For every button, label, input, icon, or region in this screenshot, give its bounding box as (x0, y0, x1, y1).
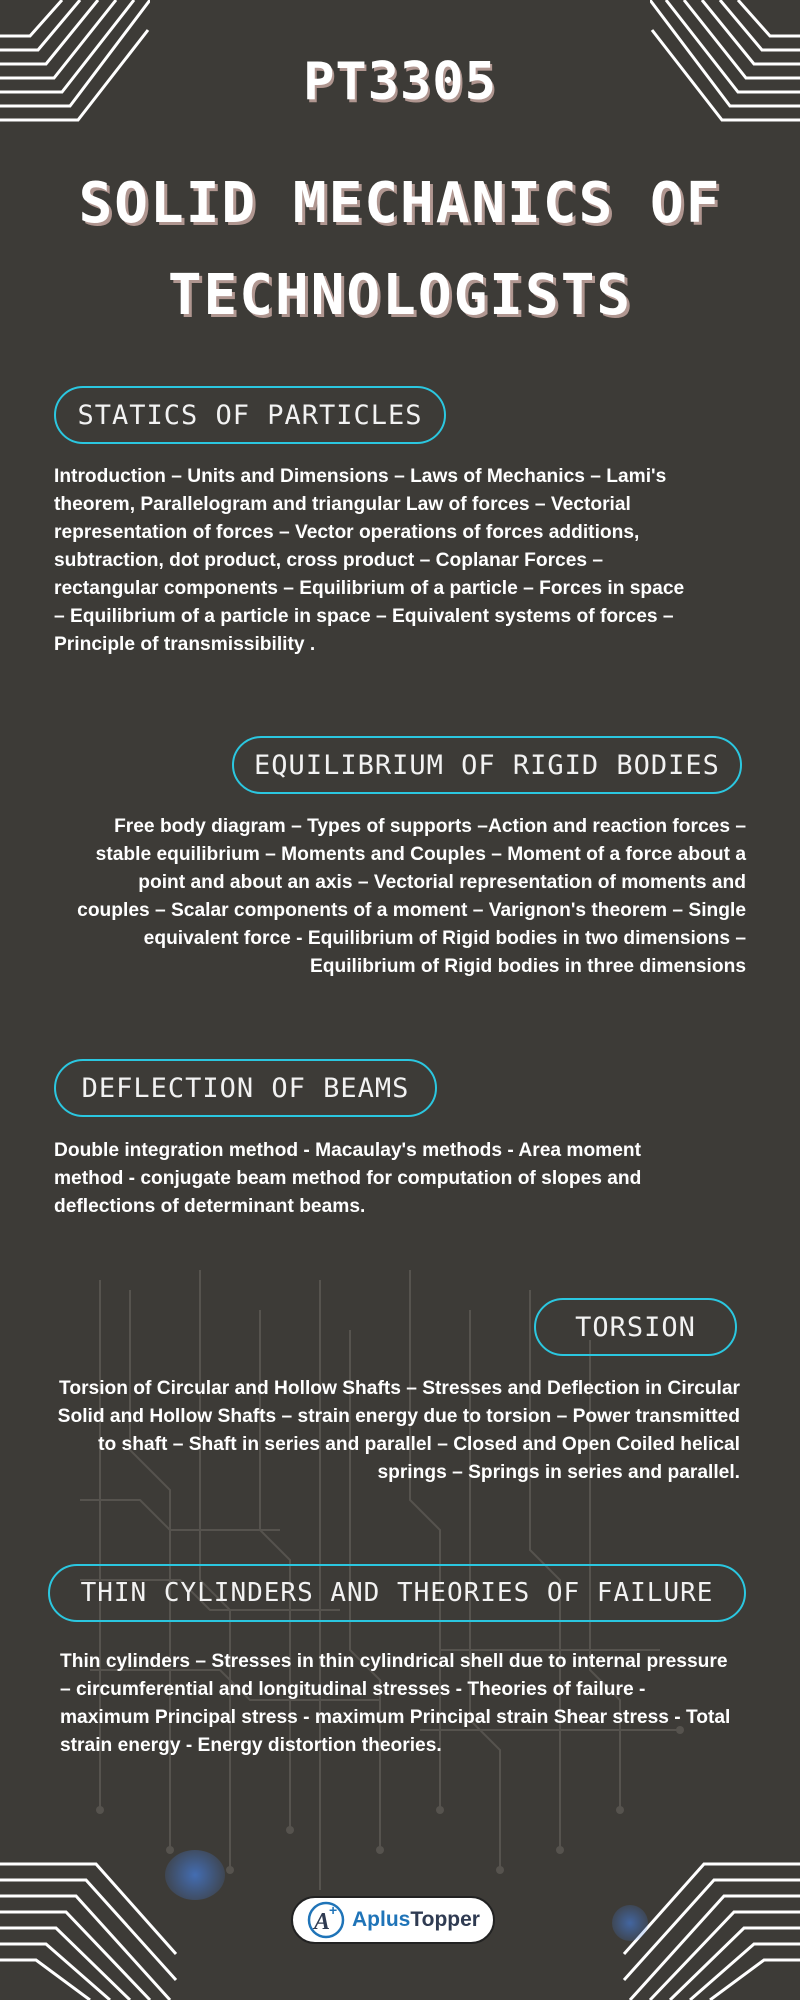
logo-mark-icon (306, 1900, 346, 1940)
section-heading-thin-cylinders: THIN CYLINDERS AND THEORIES OF FAILURE (48, 1564, 746, 1622)
glow-spot (165, 1850, 225, 1900)
page-title: SOLID MECHANICS OF TECHNOLOGISTS (78, 171, 722, 328)
logo-text (352, 1908, 480, 1932)
section-body-torsion: Torsion of Circular and Hollow Shafts – Stresses and Deflection in Circular Solid and Hollow Shafts – strain energy due to torsion – Power transmitted to shaft – Shaft in series and parallel – Closed and Open Coiled helical springs – Springs in series and parallel. (57, 1378, 740, 1483)
svg-text:+: + (329, 1902, 338, 1918)
svg-text:A: A (314, 1909, 331, 1935)
section-body-rigid-bodies: Free body diagram – Types of supports –Action and reaction forces – stable equilibrium – Moments and Couples – Moment of a force about a point and about an axis – Vectorial representation of moments and couples – Scalar components of a moment – Varignon's theorem – Single equivalent force - Equilibrium of Rigid bodies in two dimensions – Equilibrium of Rigid bodies in three dimensions (77, 816, 746, 977)
logo-brand-b: Topper (410, 1908, 480, 1931)
section-heading-statics: STATICS OF PARTICLES (54, 386, 446, 444)
aplustopper-logo[interactable] (291, 1896, 495, 1944)
section-heading-deflection: DEFLECTION OF BEAMS (54, 1059, 437, 1117)
glow-spot (612, 1905, 648, 1941)
logo-brand-a: Aplus (352, 1908, 411, 1931)
course-code: PT3305 (303, 52, 497, 112)
section-body-thin-cylinders: Thin cylinders – Stresses in thin cylindrical shell due to internal pressure – circumferential and longitudinal stresses - Theories of failure - maximum Principal stress - maximum Principal strain Shear stress - Total strain energy - Energy distortion theories. (60, 1651, 731, 1756)
section-heading-torsion: TORSION (534, 1298, 737, 1356)
section-body-statics: Introduction – Units and Dimensions – Laws of Mechanics – Lami's theorem, Parallelogram and triangular Law of forces – Vectorial representation of forces – Vector operations of forces additions, subtraction, dot product, cross product – Coplanar Forces – rectangular components – Equilibrium of a particle – Forces in space – Equilibrium of a particle in space – Equivalent systems of forces – Principle of transmissibility . (54, 466, 685, 655)
section-heading-rigid-bodies: EQUILIBRIUM OF RIGID BODIES (232, 736, 742, 794)
section-body-deflection: Double integration method - Macaulay's methods - Area moment method - conjugate beam method for computation of slopes and deflections of determinant beams. (54, 1140, 642, 1217)
